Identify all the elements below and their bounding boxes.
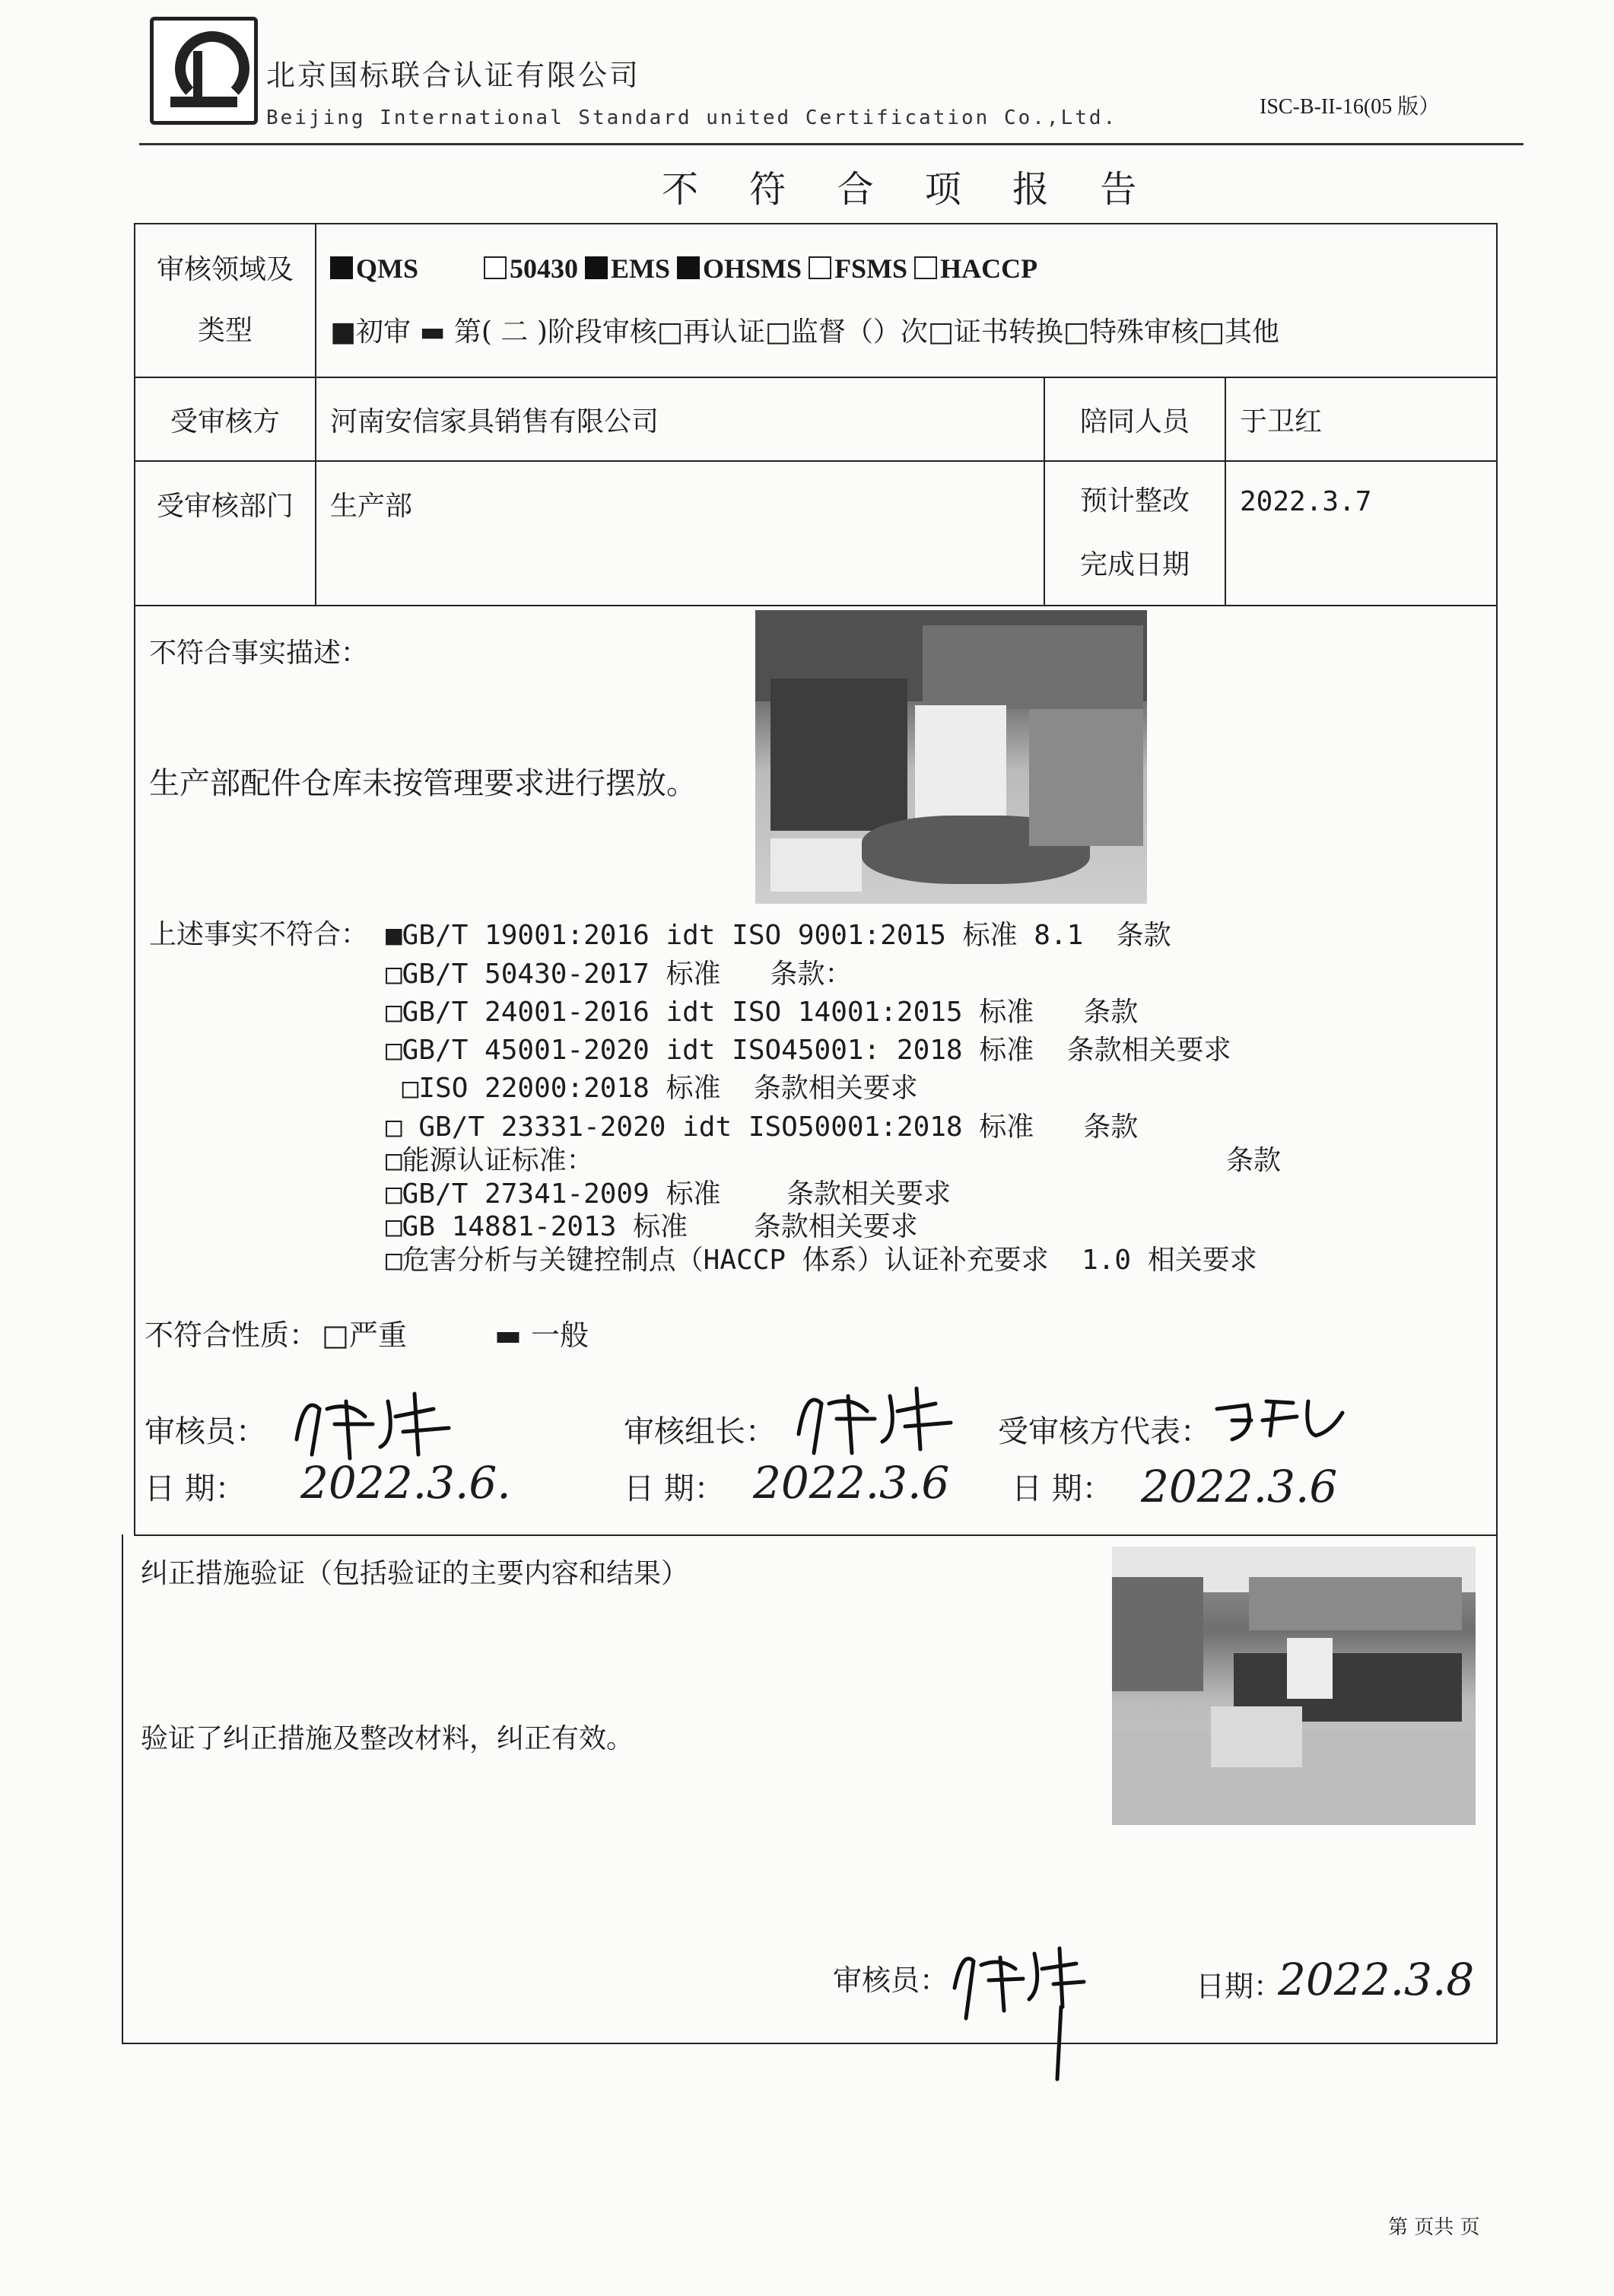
rep-signature (1209, 1386, 1361, 1447)
domain-qms: QMS (356, 253, 419, 284)
verify-auditor-label: 审核员： (833, 1964, 949, 1997)
domain-fsms: FSMS (834, 253, 908, 284)
leader-date: 2022.3.6 (753, 1457, 950, 1509)
leader-signature (783, 1373, 981, 1461)
auditor-signature (281, 1379, 479, 1462)
leader-label: 审核组长： (624, 1414, 776, 1449)
checkbox-fsms (809, 256, 831, 279)
domain-50430: 50430 (510, 253, 579, 284)
accompany-label: 陪同人员 (1044, 377, 1225, 461)
standard-line: □GB/T 27341-2009 标准 条款相关要求 (386, 1178, 952, 1210)
domain-label-cell (135, 224, 316, 377)
standard-line: □ GB/T 23331-2020 idt ISO50001:2018 标准 条款 (386, 1111, 1139, 1143)
checkbox-ohsms (677, 256, 700, 279)
rep-label: 受审核方代表： (998, 1414, 1211, 1449)
auditor-label: 审核员： (145, 1414, 266, 1449)
verify-auditor-signature (939, 1935, 1091, 2087)
standard-line: □GB 14881-2013 标准 条款相关要求 (386, 1211, 918, 1242)
domain-ems: EMS (611, 253, 671, 284)
due-label-1: 预计整改 (1079, 485, 1190, 517)
auditee-value: 河南安信家具销售有限公司 (316, 377, 1044, 461)
warehouse-photo-before (755, 610, 1147, 904)
audit-info-table (134, 223, 1498, 606)
standard-line: □GB/T 24001-2016 idt ISO 14001:2015 标准 条款 (386, 997, 1139, 1028)
rep-date: 2022.3.6 (1141, 1461, 1338, 1512)
standard-line: □能源认证标准： (386, 1145, 594, 1176)
domain-value-cell (316, 224, 1497, 377)
not-comply-label: 上述事实不符合： (149, 919, 369, 950)
domain-haccp: HACCP (940, 253, 1038, 284)
auditor-date: 2022.3.6. (300, 1457, 511, 1509)
due-date-label-cell (1044, 461, 1225, 606)
nature-label: 不符合性质： (145, 1318, 319, 1352)
warehouse-photo-after (1112, 1547, 1476, 1825)
verification-text: 验证了纠正措施及整改材料，纠正有效。 (141, 1723, 634, 1754)
verification-label: 纠正措施验证（包括验证的主要内容和结果） (141, 1558, 689, 1589)
header-divider (139, 143, 1523, 145)
facts-label: 不符合事实描述： (149, 638, 369, 669)
dept-label: 受审核部门 (135, 461, 316, 606)
document-code: ISC-B-II-16(05 版） (1260, 95, 1441, 119)
certification-logo (150, 17, 258, 125)
accompany-value: 于卫红 (1225, 377, 1497, 461)
verify-date: 2022.3.8 (1278, 1954, 1475, 2005)
nature-severe: □严重 (322, 1318, 407, 1352)
nature-general: ▬ 一般 (494, 1318, 589, 1352)
domain-ohsms: OHSMS (703, 253, 802, 284)
energy-clause: 条款 (1226, 1145, 1282, 1176)
dept-value: 生产部 (316, 461, 1044, 606)
page-title: 不 符 合 项 报 告 (662, 168, 1157, 211)
due-label-2: 完成日期 (1079, 549, 1190, 580)
checkbox-50430 (484, 256, 507, 279)
standard-line: ■GB/T 19001:2016 idt ISO 9001:2015 标准 8.1 条款 (386, 920, 1171, 951)
domain-label-2: 类型 (197, 315, 253, 346)
checkbox-haccp (914, 256, 937, 279)
domain-line-1 (330, 237, 1482, 301)
checkbox-qms (330, 256, 353, 279)
standard-line: □危害分析与关键控制点（HACCP 体系）认证补充要求 1.0 相关要求 (386, 1245, 1257, 1276)
page-number: 第 页共 页 (1388, 2216, 1480, 2239)
verify-date-label: 日期： (1196, 1970, 1283, 2003)
standard-line: □GB/T 45001-2020 idt ISO45001: 2018 标准 条款相关要求 (386, 1035, 1231, 1066)
auditee-label: 受审核方 (135, 377, 316, 461)
standard-line: □GB/T 50430-2017 标准 条款： (386, 959, 853, 990)
company-name-en: Beijing International Standard united Certification Co.,Ltd. (266, 107, 1118, 129)
facts-text: 生产部配件仓库未按管理要求进行摆放。 (149, 766, 697, 801)
domain-line-2: ■初审 ▬ 第( 二 )阶段审核□再认证□监督（）次□证书转换□特殊审核□其他 (330, 316, 1279, 348)
rep-date-label: 日 期： (1012, 1471, 1113, 1506)
standard-line: □ISO 22000:2018 标准 条款相关要求 (386, 1073, 918, 1104)
domain-label-1: 审核领域及 (156, 254, 294, 285)
company-name-cn: 北京国标联合认证有限公司 (266, 59, 641, 92)
auditor-date-label: 日 期： (145, 1471, 246, 1506)
due-date-value: 2022.3.7 (1225, 461, 1497, 606)
checkbox-ems (585, 256, 608, 279)
leader-date-label: 日 期： (624, 1471, 725, 1506)
